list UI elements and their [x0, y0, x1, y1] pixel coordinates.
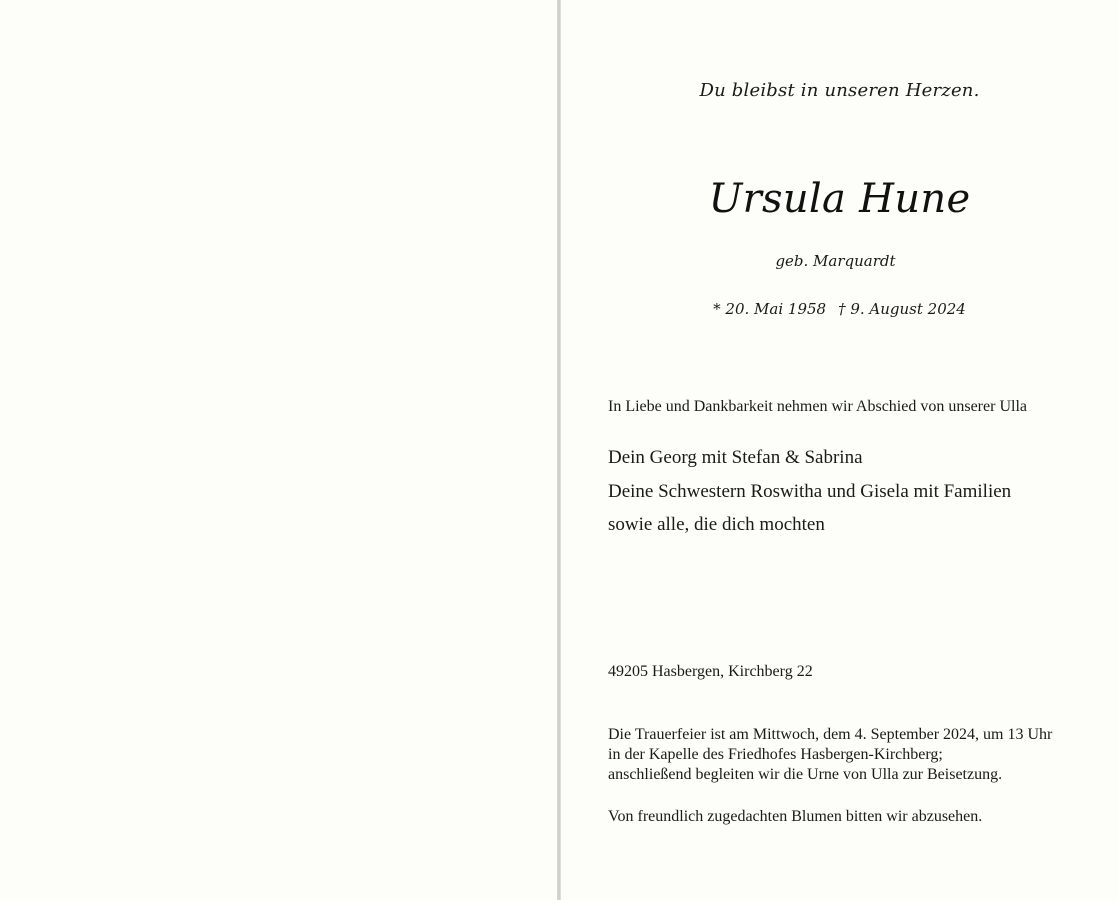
- maiden-name: geb. Marquardt: [775, 252, 896, 270]
- family-line: Dein Georg mit Stefan & Sabrina: [608, 447, 863, 468]
- deceased-name: Ursula Hune: [708, 176, 971, 222]
- flowers-note: Von freundlich zugedachten Blumen bitten wir abzusehen.: [608, 808, 983, 825]
- ceremony-info: [608, 725, 1052, 785]
- life-dates: [561, 300, 1118, 318]
- left-page-blank: [0, 0, 557, 900]
- farewell-intro: In Liebe und Dankbarkeit nehmen wir Abschied von unserer Ulla: [608, 398, 1027, 415]
- death-date: † 9. August 2024: [838, 300, 966, 318]
- family-line: Deine Schwestern Roswitha und Gisela mit Familien: [608, 480, 1012, 502]
- family-address: 49205 Hasbergen, Kirchberg 22: [608, 663, 813, 680]
- birth-date: * 20. Mai 1958: [713, 300, 827, 318]
- right-page: [561, 0, 1118, 900]
- ceremony-line: anschließend begleiten wir die Urne von Ulla zur Beisetzung.: [608, 766, 1003, 783]
- motto-text: Du bleibst in unseren Herzen.: [699, 80, 980, 101]
- family-line: sowie alle, die dich mochten: [608, 514, 825, 535]
- family-list: [608, 441, 1011, 542]
- ceremony-line: Die Trauerfeier ist am Mittwoch, dem 4. September 2024, um 13 Uhr: [608, 726, 1053, 743]
- ceremony-line: in der Kapelle des Friedhofes Hasbergen-Kirchberg;: [608, 746, 943, 763]
